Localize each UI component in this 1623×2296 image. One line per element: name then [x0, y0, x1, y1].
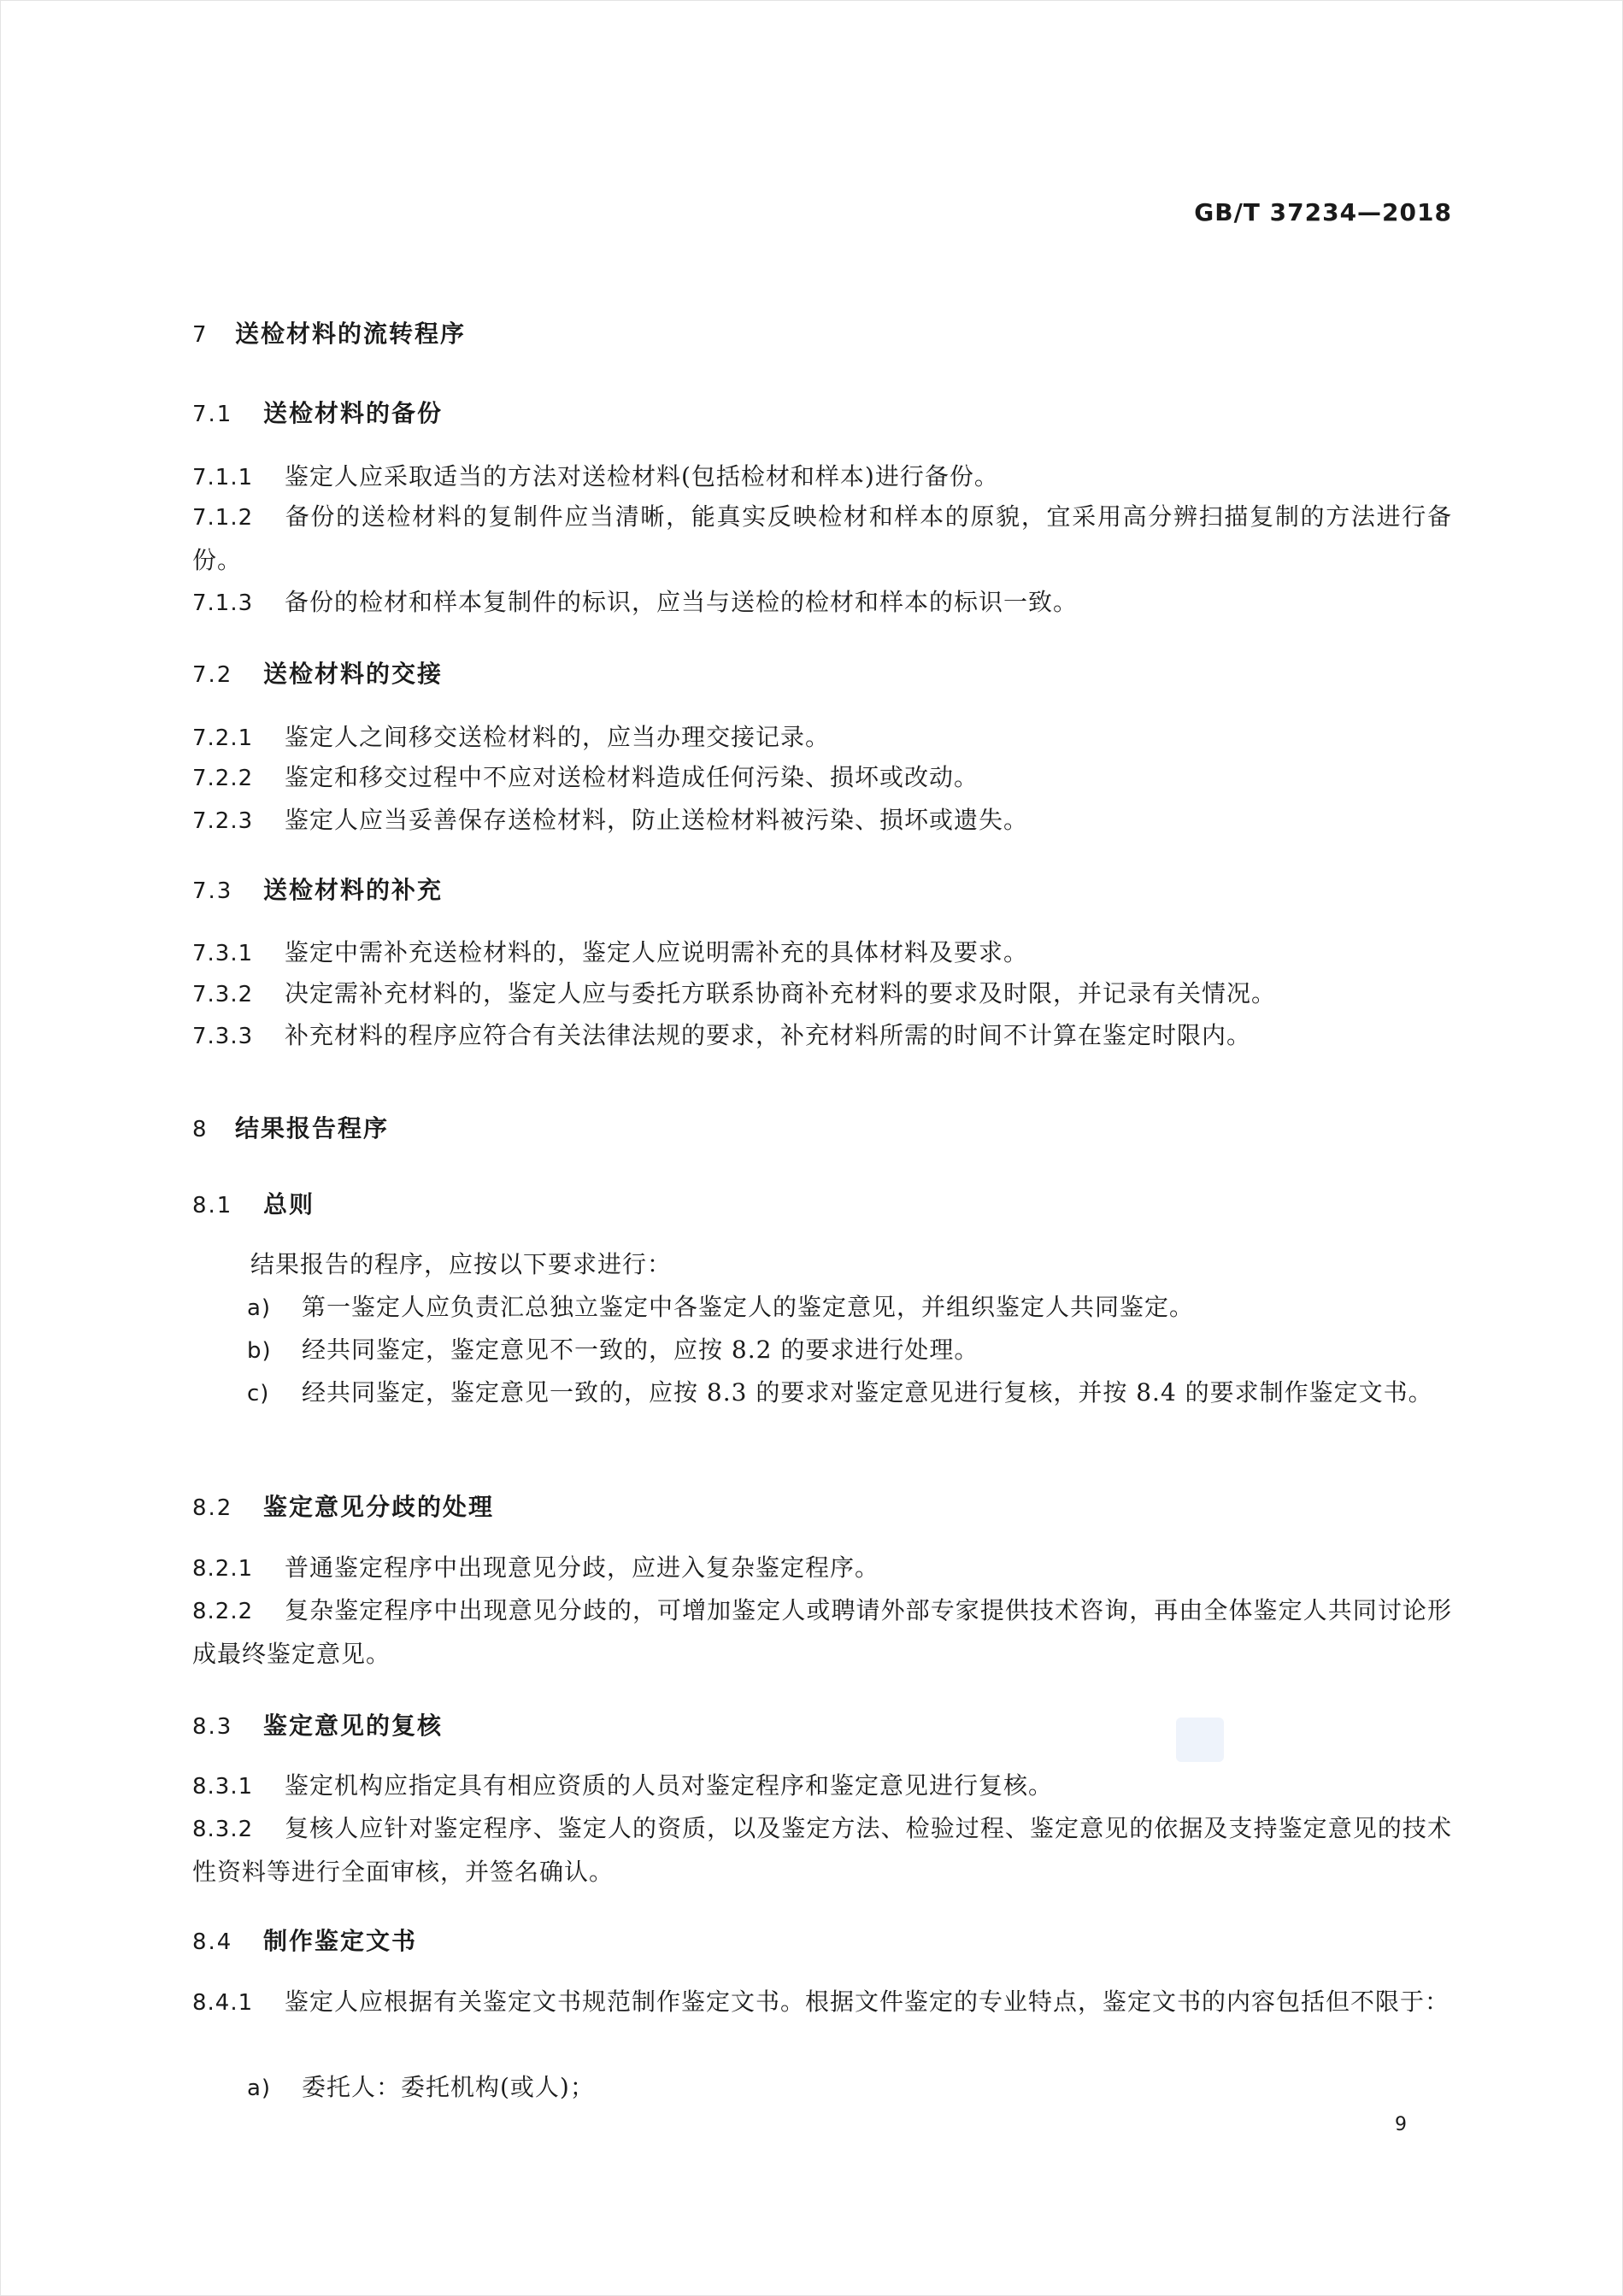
clause-text: 普通鉴定程序中出现意见分歧，应进入复杂鉴定程序。: [285, 1553, 880, 1582]
watermark-stamp: [1176, 1718, 1224, 1762]
clause-text: 补充材料的程序应符合有关法律法规的要求，补充材料所需的时间不计算在鉴定时限内。: [285, 1021, 1252, 1049]
subsection-heading-7-3: [192, 872, 1452, 906]
clause-7-3-1: [192, 931, 1452, 975]
document-code: GB/T 37234—2018: [1194, 198, 1452, 226]
list-item-b: [192, 1329, 1452, 1372]
subsection-heading-8-2: [192, 1489, 1452, 1523]
section-number: 7: [192, 322, 209, 348]
clause-7-1-3: [192, 581, 1452, 625]
clause-7-2-1: [192, 716, 1452, 760]
subsection-title: 鉴定意见分歧的处理: [263, 1493, 495, 1521]
subsection-heading-8-4: [192, 1923, 1452, 1957]
section-title: 结果报告程序: [235, 1114, 390, 1142]
subsection-title: 送检材料的交接: [263, 660, 444, 688]
clause-number: 7.3.3: [192, 1024, 254, 1049]
clause-8-3-2: [192, 1807, 1452, 1894]
clause-text: 鉴定人应根据有关鉴定文书规范制作鉴定文书。根据文件鉴定的专业特点，鉴定文书的内容包括但不限于：: [285, 1988, 1450, 2016]
subsection-heading-8-1: [192, 1186, 1452, 1220]
clause-number: 7.1.1: [192, 465, 254, 490]
subsection-title: 总则: [263, 1190, 315, 1218]
clause-number: 8.2.2: [192, 1599, 254, 1624]
clause-text: 复杂鉴定程序中出现意见分歧的，可增加鉴定人或聘请外部专家提供技术咨询，再由全体鉴定人共同讨论形成最终鉴定意见。: [192, 1596, 1452, 1668]
subsection-number: 8.2: [192, 1495, 233, 1521]
section-title: 送检材料的流转程序: [235, 320, 467, 348]
subsection-heading-8-3: [192, 1707, 1452, 1741]
clause-7-3-3: [192, 1014, 1452, 1058]
clause-number: 7.3.2: [192, 982, 254, 1007]
clause-7-3-2: [192, 972, 1452, 1016]
subsection-heading-7-2: [192, 655, 1452, 690]
subsection-title: 制作鉴定文书: [263, 1927, 418, 1955]
subsection-number: 7.2: [192, 662, 233, 688]
clause-number: 7.1.3: [192, 590, 254, 616]
clause-text: 鉴定中需补充送检材料的，鉴定人应说明需补充的具体材料及要求。: [285, 938, 1029, 966]
subsection-number: 8.4: [192, 1929, 233, 1955]
clause-8-2-1: [192, 1547, 1452, 1590]
list-item-text: 经共同鉴定，鉴定意见不一致的，应按 8.2 的要求进行处理。: [302, 1336, 979, 1364]
subsection-number: 8.1: [192, 1193, 233, 1218]
clause-number: 7.2.3: [192, 808, 254, 834]
subsection-title: 送检材料的备份: [263, 399, 444, 427]
clause-number: 7.2.2: [192, 766, 254, 791]
clause-text: 复核人应针对鉴定程序、鉴定人的资质，以及鉴定方法、检验过程、鉴定意见的依据及支持鉴定意见的技术性资料等进行全面审核，并签名确认。: [192, 1814, 1452, 1886]
clause-number: 8.4.1: [192, 1990, 254, 2016]
subsection-number: 8.3: [192, 1714, 233, 1740]
clause-text: 备份的送检材料的复制件应当清晰，能真实反映检材和样本的原貌，宜采用高分辨扫描复制的方法进行备份。: [192, 502, 1452, 574]
list-item-a: [192, 1286, 1452, 1330]
clause-text: 鉴定人应当妥善保存送检材料，防止送检材料被污染、损坏或遗失。: [285, 806, 1029, 834]
clause-7-1-2: [192, 496, 1452, 582]
subsection-title: 送检材料的补充: [263, 876, 444, 904]
section-heading-7: [192, 315, 1452, 349]
clause-number: 7.3.1: [192, 941, 254, 966]
section-heading-8: [192, 1110, 1452, 1144]
clause-8-2-2: [192, 1589, 1452, 1676]
clause-7-2-3: [192, 799, 1452, 843]
clause-number: 8.2.1: [192, 1556, 254, 1582]
list-item-label: a): [247, 2076, 272, 2101]
subsection-number: 7.3: [192, 878, 233, 904]
page-number: 9: [1395, 2114, 1407, 2135]
list-item-c: [192, 1371, 1452, 1415]
clause-8-4-1: [192, 1981, 1452, 2024]
clause-text: 决定需补充材料的，鉴定人应与委托方联系协商补充材料的要求及时限，并记录有关情况。: [285, 979, 1277, 1007]
clause-number: 8.3.2: [192, 1817, 254, 1842]
clause-number: 7.1.2: [192, 505, 254, 531]
list-item-label: c): [247, 1381, 270, 1406]
list-item-8-4-a: [192, 2066, 1452, 2110]
clause-number: 7.2.1: [192, 725, 254, 751]
list-item-label: b): [247, 1338, 272, 1364]
clause-text: 鉴定人应采取适当的方法对送检材料(包括检材和样本)进行备份。: [285, 462, 999, 490]
subsection-title: 鉴定意见的复核: [263, 1712, 444, 1740]
section-number: 8: [192, 1117, 209, 1142]
clause-7-2-2: [192, 756, 1452, 800]
clause-text: 鉴定和移交过程中不应对送检材料造成任何污染、损坏或改动。: [285, 763, 979, 791]
list-item-label: a): [247, 1295, 272, 1321]
list-item-text: 第一鉴定人应负责汇总独立鉴定中各鉴定人的鉴定意见，并组织鉴定人共同鉴定。: [302, 1293, 1195, 1321]
clause-text: 备份的检材和样本复制件的标识，应当与送检的检材和样本的标识一致。: [285, 588, 1079, 616]
subsection-heading-7-1: [192, 395, 1452, 429]
clause-text: 鉴定人之间移交送检材料的，应当办理交接记录。: [285, 723, 831, 751]
clause-7-1-1: [192, 455, 1452, 499]
general-intro: 结果报告的程序，应按以下要求进行：: [250, 1250, 673, 1278]
list-item-text: 经共同鉴定，鉴定意见一致的，应按 8.3 的要求对鉴定意见进行复核，并按 8.4 的要求制作鉴定文书。: [302, 1378, 1433, 1406]
clause-text: 鉴定机构应指定具有相应资质的人员对鉴定程序和鉴定意见进行复核。: [285, 1771, 1054, 1800]
subsection-number: 7.1: [192, 402, 233, 427]
clause-number: 8.3.1: [192, 1774, 254, 1800]
clause-8-3-1: [192, 1765, 1452, 1808]
list-item-text: 委托人：委托机构(或人)；: [302, 2073, 595, 2101]
